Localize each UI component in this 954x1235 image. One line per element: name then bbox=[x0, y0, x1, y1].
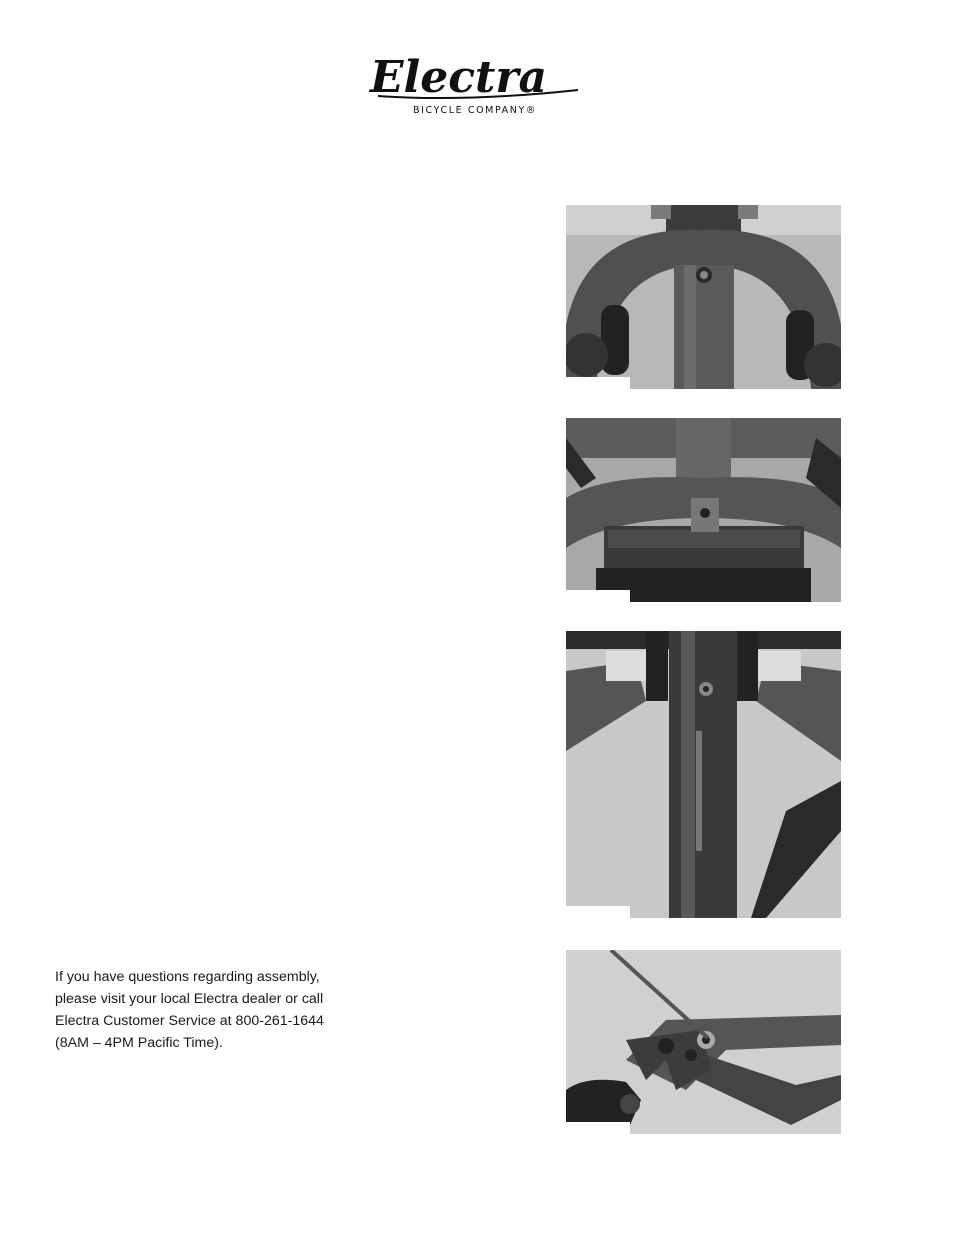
contact-line: Electra Customer Service at 800-261-1644 bbox=[55, 1013, 324, 1029]
figure-fork-crown-photo bbox=[566, 205, 841, 389]
figure-fork-bracket-photo bbox=[566, 418, 841, 602]
contact-line: please visit your local Electra dealer or call bbox=[55, 991, 324, 1007]
logo-subtitle: BICYCLE COMPANY® bbox=[413, 105, 537, 116]
contact-line: If you have questions regarding assembly, bbox=[55, 969, 320, 985]
contact-line: (8AM – 4PM Pacific Time). bbox=[55, 1035, 223, 1051]
figure-dropout-wrench-photo bbox=[566, 950, 841, 1134]
figure-rear-stays-photo bbox=[566, 631, 841, 918]
logo-wordmark: Electra bbox=[370, 52, 548, 102]
contact-info bbox=[55, 966, 375, 1054]
electra-logo bbox=[368, 52, 584, 122]
electra-script-logo bbox=[368, 52, 584, 102]
